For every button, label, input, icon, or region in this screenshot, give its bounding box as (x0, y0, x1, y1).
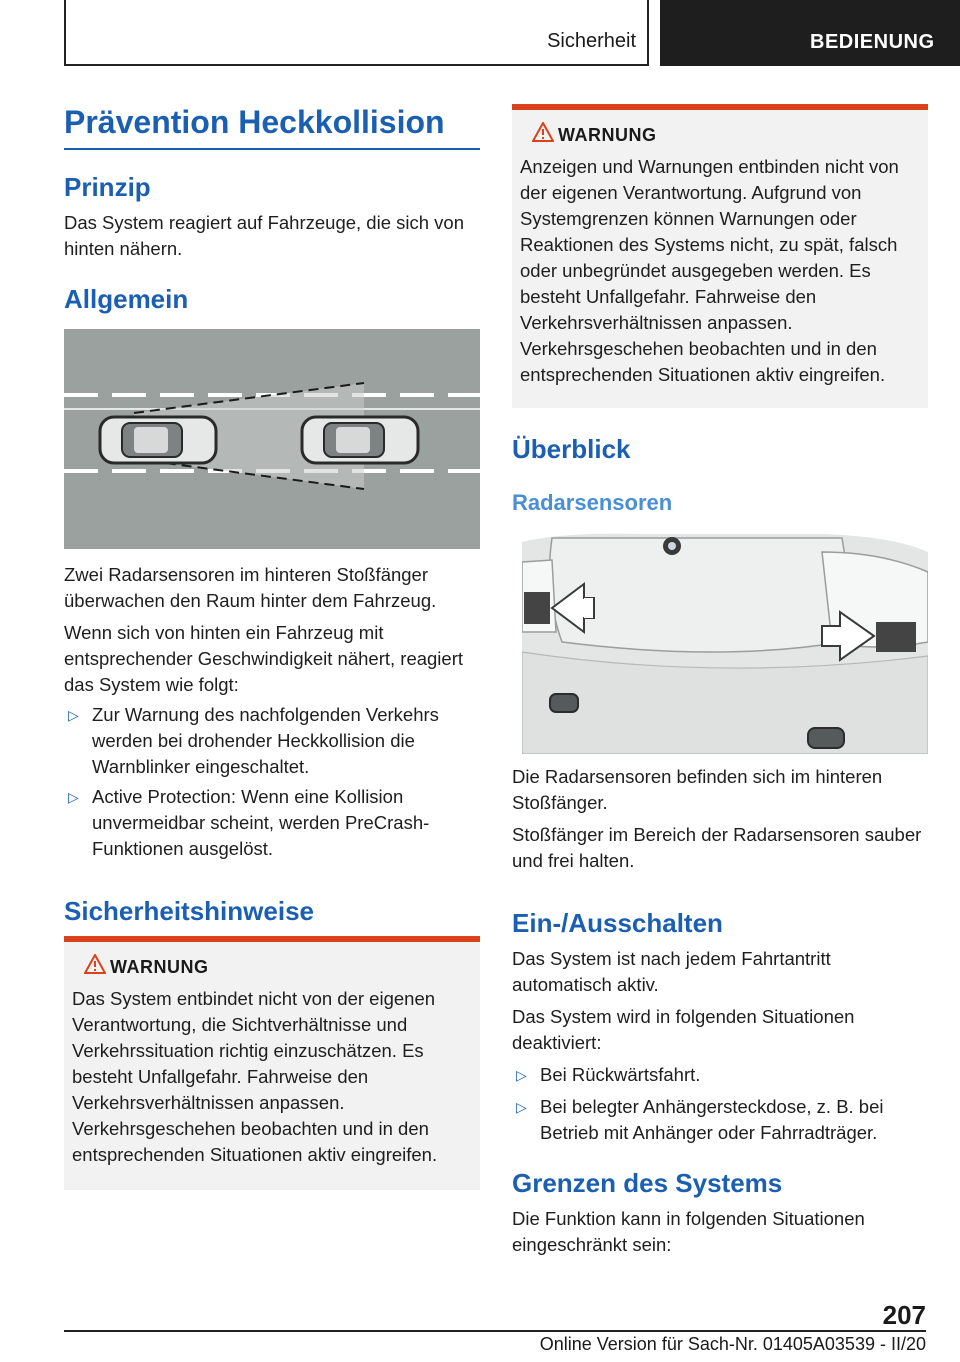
list-item: ▷ Zur Warnung des nachfolgenden Verkehrs werden bei drohender Heckkollision die Warnblinker eingeschaltet. (68, 704, 439, 777)
title-rule (64, 148, 480, 150)
header-rule (64, 64, 648, 66)
allgemein-paragraph-1: Zwei Radarsensoren im hinteren Stoßfänger überwachen den Raum hinter dem Fahrzeug. (64, 564, 437, 611)
radarsensoren-heading: Radarsensoren (512, 490, 673, 515)
header-rule-left (64, 0, 66, 66)
allgemein-heading: Allgemein (64, 284, 189, 314)
bullet-triangle-icon: ▷ (68, 707, 79, 723)
warning-text: Das System entbindet nicht von der eigenen Verantwortung, die Sichtverhältnisse und Verkehrssituation richtig einzuschätzen. Es besteht Unfallgefahr. Fahrweise den Verkehrsverhältnissen anpassen. Verkehrsgeschehen beobachten und in den entsprechenden Situationen aktiv eingreifen. (72, 988, 438, 1165)
warning-header (72, 954, 472, 982)
ein-aus-paragraph-1: Das System ist nach jedem Fahrtantritt automatisch aktiv. (512, 948, 831, 995)
header-section: Sicherheit (547, 30, 636, 52)
rear-traffic-diagram (64, 329, 480, 549)
list-item: ▷ Bei Rückwärtsfahrt. (512, 1062, 928, 1088)
footer-text: Online Version für Sach-Nr. 01405A03539 - II/20 (539, 1334, 926, 1354)
page-number: 207 (882, 1300, 926, 1330)
sicherheitshinweise-heading: Sicherheitshinweise (64, 896, 314, 926)
list-item: ▷ Bei belegter Anhängersteckdose, z. B. bei Betrieb mit Anhänger oder Fahrradträger. (516, 1096, 884, 1143)
prinzip-text: Das System reagiert auf Fahrzeuge, die sich von hinten nähern. (64, 212, 464, 259)
ein-aus-paragraph-2: Das System wird in folgenden Situationen deaktiviert: (512, 1006, 855, 1053)
road-illustration (64, 329, 480, 549)
allgemein-paragraph-2: Wenn sich von hinten ein Fahrzeug mit entsprechender Geschwindigkeit nähert, reagiert das System wie folgt: (64, 622, 464, 695)
header-rule-right (647, 0, 649, 66)
header-chapter-tab: BEDIENUNG (660, 0, 960, 66)
grenzen-paragraph: Die Funktion kann in folgenden Situationen eingeschränkt sein: (512, 1208, 865, 1255)
grenzen-heading: Grenzen des Systems (512, 1168, 783, 1198)
warning-label: WARNUNG (558, 125, 657, 145)
warning-label: WARNUNG (110, 957, 209, 977)
warning-header (520, 122, 920, 150)
warning-box (64, 936, 480, 1190)
warning-triangle-icon (532, 122, 554, 142)
ueberblick-heading: Überblick (512, 434, 631, 464)
warning-text: Anzeigen und Warnungen entbinden nicht von der eigenen Verantwortung. Aufgrund von Systemgrenzen können Warnungen oder Reaktionen des Systems nicht, zu spät, falsch oder unbegründet ausgegeben werden. Es besteht Unfallgefahr. Fahrweise den Verkehrsverhältnissen anpassen. Verkehrsgeschehen beobachten und in den entsprechenden Situationen aktiv eingreifen. (520, 156, 899, 385)
radar-paragraph-1: Die Radarsensoren befinden sich im hinteren Stoßfänger. (512, 766, 883, 813)
ein-ausschalten-heading: Ein-/Ausschalten (512, 908, 723, 938)
page-title: Prävention Heckkollision (64, 104, 445, 140)
warning-triangle-icon (84, 954, 106, 974)
list-item: ▷ Active Protection: Wenn eine Kollision unvermeidbar scheint, werden PreCrash-Funktionen ausgelöst. (68, 786, 430, 859)
bullet-triangle-icon: ▷ (516, 1099, 527, 1115)
bullet-triangle-icon: ▷ (68, 789, 79, 805)
bullet-triangle-icon: ▷ (516, 1067, 527, 1083)
prinzip-heading: Prinzip (64, 172, 151, 202)
warning-box (512, 104, 928, 408)
radar-paragraph-2: Stoßfänger im Bereich der Radarsensoren sauber und frei halten. (512, 824, 922, 871)
car-rear-illustration (522, 532, 928, 754)
radar-sensor-location-diagram (522, 532, 928, 754)
footer-rule (64, 1330, 926, 1332)
